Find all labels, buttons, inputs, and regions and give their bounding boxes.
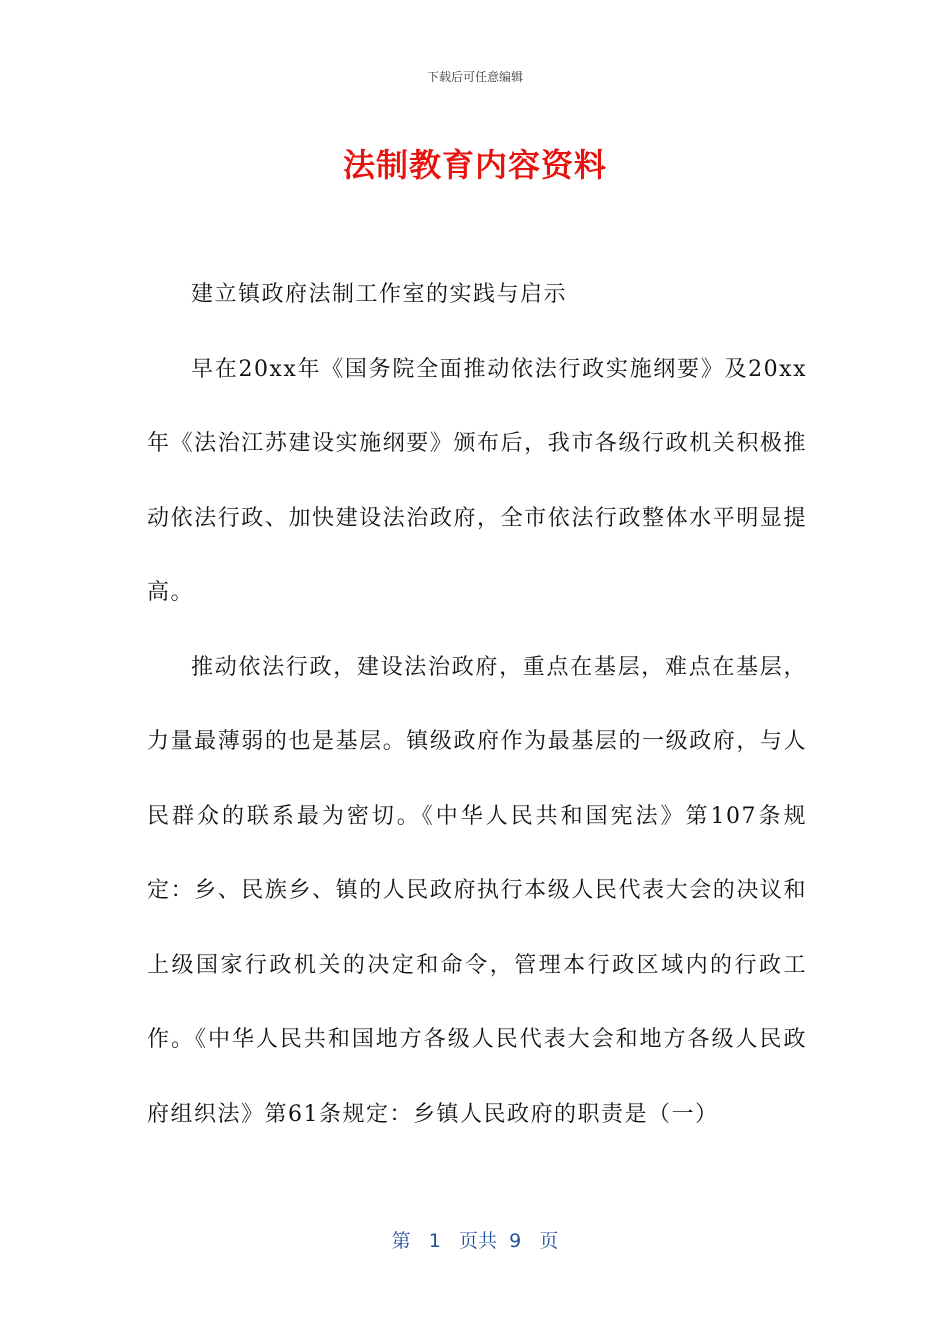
paragraph-grassroots: 推动依法行政，建设法治政府，重点在基层，难点在基层，力量最薄弱的也是基层。镇级政府作为最基层的一级政府，与人民群众的联系最为密切。《中华人民共和国宪法》第107条规定：乡、民族乡、镇的人民政府执行本级人民代表大会的决议和上级国家行政机关的决定和命令，管理本行政区域内的行政工作。《中华人民共和国地方各级人民代表大会和地方各级人民政府组织法》第61条规定：乡镇人民政府的职责是（一） [147,654,807,1127]
paragraph-subtitle: 建立镇政府法制工作室的实践与启示 [191,282,568,307]
paragraph-background: 早在20xx年《国务院全面推动依法行政实施纲要》及20xx年《法治江苏建设实施纲要》颁布后，我市各级行政机关积极推动依法行政、加快建设法治政府，全市依法行政整体水平明显提高。 [147,356,807,605]
document-title: 法制教育内容资料 [342,146,607,184]
footer-suffix: 页 [539,1230,559,1252]
page-footer [0,1226,950,1253]
footer-total-pages: 9 [509,1230,522,1252]
header-note: 下载后可任意编辑 [426,70,523,84]
footer-middle: 页共 [459,1230,498,1252]
footer-current-page: 1 [428,1230,441,1252]
document-body [147,258,807,1152]
footer-prefix: 第 [391,1230,411,1252]
